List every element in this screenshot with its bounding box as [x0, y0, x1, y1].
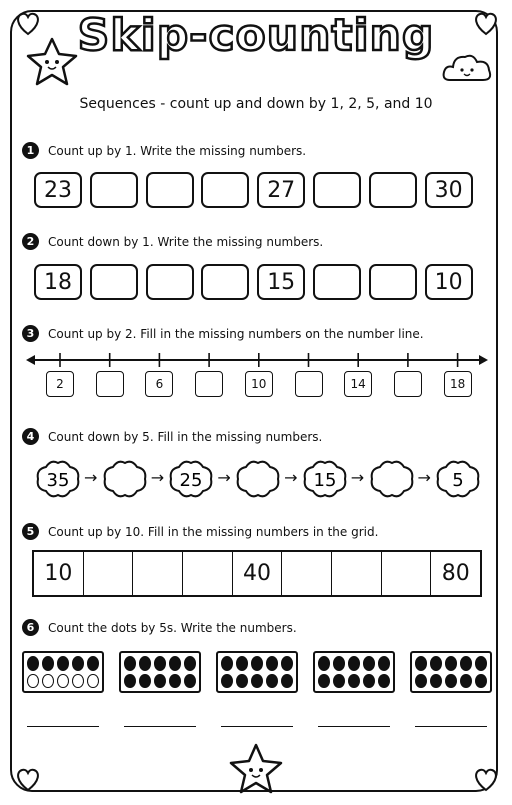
dot	[363, 674, 375, 689]
dot	[57, 674, 69, 689]
arrow-right-icon: →	[84, 468, 98, 487]
dot	[363, 656, 375, 671]
answer-cloud[interactable]	[368, 457, 416, 501]
dot	[169, 656, 181, 671]
question-number: 4	[22, 428, 39, 445]
answer-line[interactable]	[415, 726, 487, 727]
question-text: Count up by 10. Fill in the missing numbers in the grid.	[48, 524, 379, 539]
answer-box[interactable]	[201, 172, 249, 208]
dot	[42, 674, 54, 689]
arrow-right-icon: →	[350, 468, 365, 487]
answer-box[interactable]	[90, 264, 138, 300]
answer-line[interactable]	[221, 726, 293, 727]
question-text: Count up by 2. Fill in the missing numbers on the number line.	[48, 326, 424, 341]
ten-frame	[22, 651, 104, 693]
number-box: 18	[34, 264, 82, 300]
dot	[266, 674, 278, 689]
dot	[281, 674, 293, 689]
dot	[251, 656, 263, 671]
question-number: 2	[22, 233, 39, 250]
number-grid	[32, 550, 482, 597]
dot	[445, 656, 457, 671]
ten-frame	[313, 651, 395, 693]
answer-cloud[interactable]	[234, 457, 282, 501]
answer-box[interactable]	[90, 172, 138, 208]
question-number: 1	[22, 142, 39, 159]
answer-line[interactable]	[318, 726, 390, 727]
number-box: 23	[34, 172, 82, 208]
dot	[318, 674, 330, 689]
dot	[124, 656, 136, 671]
arrow-right-icon: →	[284, 468, 298, 487]
dot	[87, 674, 99, 689]
dot	[221, 674, 233, 689]
dot	[124, 674, 136, 689]
answer-box[interactable]	[369, 264, 417, 300]
question-2	[22, 233, 323, 250]
grid-cell: 80	[441, 561, 470, 586]
dot	[139, 674, 151, 689]
dot	[72, 674, 84, 689]
question-text: Count down by 1. Write the missing numbers.	[48, 234, 324, 249]
dot	[87, 656, 99, 671]
question-1	[22, 142, 306, 159]
dot	[42, 656, 54, 671]
grid-cell: 40	[233, 552, 283, 595]
number-cloud	[434, 457, 482, 501]
answer-box[interactable]	[201, 264, 249, 300]
dot	[27, 656, 39, 671]
answer-line[interactable]	[124, 726, 196, 727]
cloud-number: 5	[452, 470, 464, 491]
question-5	[22, 523, 378, 540]
dot	[460, 674, 472, 689]
dot	[57, 656, 69, 671]
dot	[184, 674, 196, 689]
number-box: 10	[425, 264, 473, 300]
dot	[348, 674, 360, 689]
number-box: 30	[425, 172, 473, 208]
page-title: Skip-counting	[77, 10, 435, 61]
number-box: 14	[344, 371, 372, 397]
answer-box[interactable]	[295, 371, 323, 397]
question-6	[22, 619, 297, 636]
ten-frame	[410, 651, 492, 693]
number-box: 27	[257, 172, 305, 208]
dot	[318, 656, 330, 671]
number-cloud	[167, 457, 215, 501]
answer-cell[interactable]	[332, 552, 382, 595]
answer-box[interactable]	[313, 172, 361, 208]
dot	[184, 656, 196, 671]
number-cloud	[301, 457, 349, 501]
answer-box[interactable]	[369, 172, 417, 208]
heart-icon	[14, 766, 42, 792]
heart-icon	[472, 766, 500, 792]
star-icon	[226, 742, 286, 796]
dot	[445, 674, 457, 689]
cloud-number: 25	[179, 470, 203, 491]
answer-line[interactable]	[27, 726, 99, 727]
arrow-right-icon: →	[417, 468, 431, 487]
answer-box[interactable]	[313, 264, 361, 300]
number-box: 2	[46, 371, 74, 397]
number-line	[26, 352, 488, 368]
dot	[236, 674, 248, 689]
arrow-right-icon: →	[217, 468, 231, 487]
dot	[475, 656, 487, 671]
grid-cell: 10	[34, 552, 84, 595]
number-cloud	[34, 457, 82, 501]
answer-cell[interactable]	[183, 552, 233, 595]
answer-cell[interactable]	[84, 552, 134, 595]
number-box: 15	[257, 264, 305, 300]
number-box: 10	[245, 371, 273, 397]
cloud-number: 15	[313, 470, 337, 491]
question-4	[22, 428, 322, 445]
dot	[221, 656, 233, 671]
answer-box[interactable]	[146, 264, 194, 300]
dot	[251, 674, 263, 689]
dot	[27, 674, 39, 689]
answer-box[interactable]	[394, 371, 422, 397]
dot	[266, 656, 278, 671]
dot	[378, 674, 390, 689]
question-3	[22, 325, 424, 342]
ten-frame	[119, 651, 201, 693]
dot	[430, 674, 442, 689]
question-number: 3	[22, 325, 39, 342]
dot	[139, 656, 151, 671]
answer-cloud[interactable]	[101, 457, 149, 501]
dot	[348, 656, 360, 671]
answer-box[interactable]	[96, 371, 124, 397]
dot	[460, 656, 472, 671]
question-number: 5	[22, 523, 39, 540]
dot	[169, 674, 181, 689]
cloud-number: 35	[46, 470, 70, 491]
number-box: 18	[444, 371, 472, 397]
answer-cell[interactable]	[133, 552, 183, 595]
answer-box[interactable]	[195, 371, 223, 397]
arrow-right-icon: →	[150, 468, 165, 487]
answer-cell[interactable]	[382, 552, 432, 595]
question-text: Count the dots by 5s. Write the numbers.	[48, 620, 297, 635]
dot	[236, 656, 248, 671]
dot	[430, 656, 442, 671]
dot	[475, 674, 487, 689]
answer-box[interactable]	[146, 172, 194, 208]
dot	[333, 656, 345, 671]
dot	[281, 656, 293, 671]
dot	[333, 674, 345, 689]
question-text: Count up by 1. Write the missing numbers.	[48, 143, 307, 158]
dot	[415, 674, 427, 689]
dot	[154, 656, 166, 671]
dot	[72, 656, 84, 671]
dot	[154, 674, 166, 689]
dot	[415, 656, 427, 671]
ten-frame	[216, 651, 298, 693]
number-box: 6	[145, 371, 173, 397]
question-number: 6	[22, 619, 39, 636]
answer-cell[interactable]	[282, 552, 332, 595]
dot	[378, 656, 390, 671]
page-subtitle: Sequences - count up and down by 1, 2, 5, and 10	[79, 96, 433, 112]
question-text: Count down by 5. Fill in the missing numbers.	[48, 429, 323, 444]
